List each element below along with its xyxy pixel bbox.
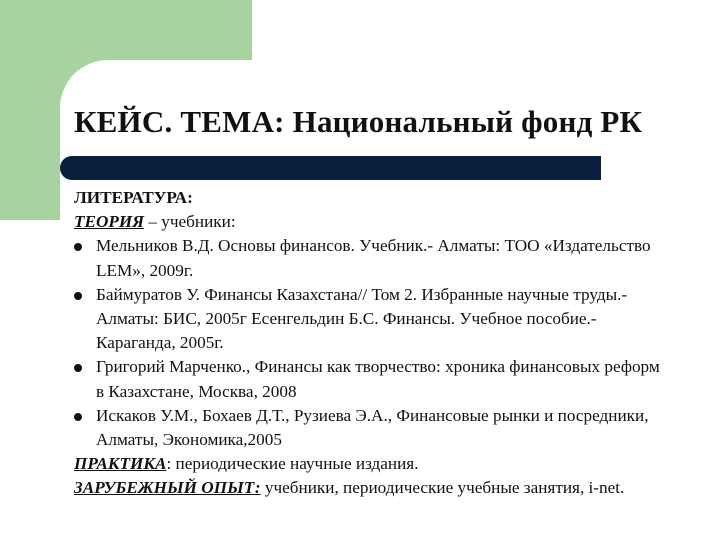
foreign-experience-line [74, 476, 664, 500]
book-text: Мельников В.Д. Основы финансов. Учебник.- Алматы: ТОО «Издательство LEM», 2009г. [96, 236, 651, 280]
title-underline-bar [60, 156, 601, 180]
bullet-icon [74, 413, 82, 421]
foreign-experience-text: учебники, периодические учебные занятия, i-net. [260, 478, 625, 498]
slide-content [74, 186, 664, 501]
list-item [74, 234, 664, 282]
list-item [74, 283, 664, 356]
bullet-icon [74, 243, 82, 251]
foreign-experience-label: ЗАРУБЕЖНЫЙ ОПЫТ: [74, 478, 261, 498]
book-text: Баймуратов У. Финансы Казахстана// Том 2. Избранные научные труды.- Алматы: БИС, 2005г Есенгельдин Б.С. Финансы. Учебное пособие.- Караганда, 2005г. [96, 284, 628, 353]
bullet-icon [74, 364, 82, 372]
literature-heading: ЛИТЕРАТУРА: [74, 188, 193, 207]
list-item [74, 355, 664, 403]
book-text: Григорий Марченко., Финансы как творчество: хроника финансовых реформ в Казахстане, Москва, 2008 [96, 357, 660, 401]
slide-title: КЕЙС. ТЕМА: Национальный фонд РК [74, 104, 643, 139]
bullet-icon [74, 292, 82, 300]
book-list [74, 234, 664, 452]
theory-label: ТЕОРИЯ [74, 212, 145, 232]
practice-line [74, 452, 664, 476]
practice-text: : периодические научные издания. [166, 454, 419, 474]
book-text: Искаков У.М., Бохаев Д.Т., Рузиева Э.А., Финансовые рынки и посредники, Алматы, Экономика,2005 [96, 405, 649, 450]
list-item [74, 404, 664, 452]
theory-line [74, 210, 664, 234]
practice-label: ПРАКТИКА [74, 454, 167, 474]
theory-text: – учебники: [144, 212, 236, 232]
